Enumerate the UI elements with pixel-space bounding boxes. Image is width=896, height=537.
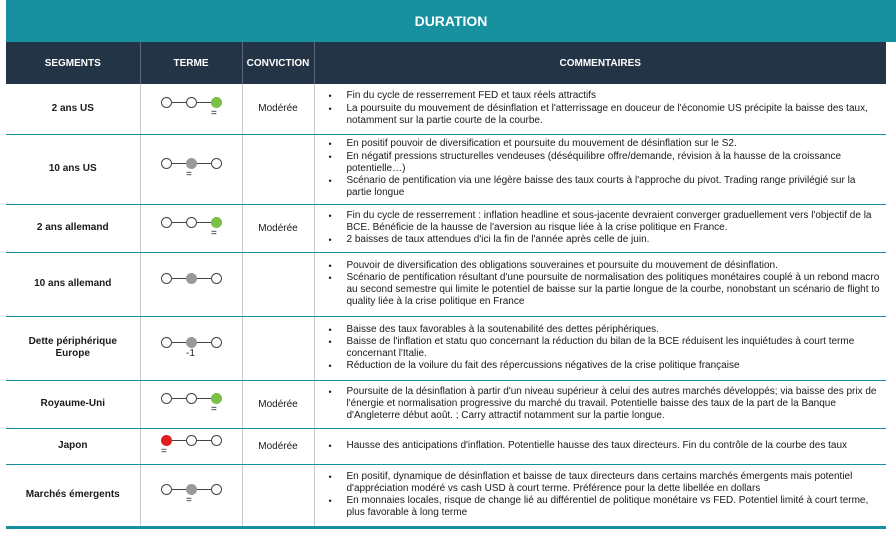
comments-cell — [314, 464, 886, 526]
comment-item: • En positif, dynamique de désinflation et baisse de taux directeurs dans certains marchés émergents mais potentiel d'appréciation modéré vs cash USD à court terme. Préférence pour la dette libellée en dollars — [347, 471, 883, 495]
segment-name: Marchés émergents — [6, 464, 140, 526]
comment-item: • La poursuite du mouvement de désinflation et l'atterrissage en douceur de l'économie US précipite la baisse des taux, notamment sur la partie courte de la courbe. — [347, 103, 883, 127]
table-row — [6, 204, 886, 252]
header-commentaires: COMMENTAIRES — [314, 42, 886, 84]
table-row — [6, 316, 886, 380]
conviction-value: Modérée — [242, 428, 314, 464]
segment-name: Japon — [6, 428, 140, 464]
term-dot-icon — [211, 435, 222, 446]
term-scale — [159, 481, 223, 507]
term-scale — [159, 155, 223, 181]
term-dot-icon — [211, 273, 222, 284]
table-row — [6, 428, 886, 464]
comment-item: • En monnaies locales, risque de change lié au différentiel de politique monétaire vs FED. Potentiel limité à court terme, plus favorable à long terme — [347, 495, 883, 519]
term-dot-icon — [161, 217, 172, 228]
term-scale — [159, 432, 223, 458]
header-segments: SEGMENTS — [6, 42, 140, 84]
comment-item: • Pouvoir de diversification des obligations souveraines et poursuite du mouvement de désinflation. — [347, 260, 883, 272]
comment-item: • En négatif pressions structurelles vendeuses (déséquilibre offre/demande, révision à la hausse de la croissance potentielle…) — [347, 151, 883, 175]
conviction-value: Modérée — [242, 380, 314, 428]
comments-list — [321, 90, 883, 127]
comment-item: • Fin du cycle de resserrement FED et taux réels attractifs — [347, 90, 883, 102]
comment-item: • Hausse des anticipations d'inflation. Potentielle hausse des taux directeurs. Fin du contrôle de la courbe des taux — [347, 440, 883, 452]
header-terme: TERME — [140, 42, 242, 84]
term-scale — [159, 94, 223, 120]
segment-name: 2 ans US — [6, 84, 140, 134]
header-conviction: CONVICTION — [242, 42, 314, 84]
table-row — [6, 252, 886, 316]
comments-list — [321, 324, 883, 373]
term-dot-icon — [161, 97, 172, 108]
comments-cell — [314, 204, 886, 252]
term-dot-icon — [161, 337, 172, 348]
term-indicator-cell — [140, 134, 242, 204]
comment-item: • Scénario de pentification via une légère baisse des taux courts à l'approche du pivot. Trading range privilégié sur la partie longue — [347, 175, 883, 199]
comments-cell — [314, 428, 886, 464]
table-header-row — [6, 42, 886, 84]
comments-list — [321, 138, 883, 199]
comments-list — [321, 440, 883, 452]
conviction-value — [242, 464, 314, 526]
conviction-value: Modérée — [242, 84, 314, 134]
term-indicator-cell — [140, 464, 242, 526]
term-indicator-cell — [140, 316, 242, 380]
segment-name: 2 ans allemand — [6, 204, 140, 252]
comments-cell — [314, 134, 886, 204]
term-dot-icon — [161, 484, 172, 495]
comment-item: • Réduction de la voilure du fait des répercussions négatives de la crise politique française — [347, 360, 883, 372]
term-indicator-cell — [140, 204, 242, 252]
comment-item: • Poursuite de la désinflation à partir d'un niveau supérieur à celui des autres marchés développés; via baisse des prix de l'énergie et normalisation progressive du marché du travail. Potentielle baisse des taux de la part de la Banque d'Angleterre début août. ; Carry attractif notamment sur la partie longue. — [347, 386, 883, 423]
comment-item: • Baisse des taux favorables à la soutenabilité des dettes périphériques. — [347, 324, 883, 336]
segment-name: 10 ans US — [6, 134, 140, 204]
term-dot-icon — [211, 158, 222, 169]
table-row — [6, 134, 886, 204]
conviction-value — [242, 252, 314, 316]
term-scale — [159, 390, 223, 416]
panel-title: DURATION — [6, 0, 896, 42]
term-dot-icon — [186, 97, 197, 108]
comment-item: • Fin du cycle de resserrement : inflation headline et sous-jacente devraient converger graduellement vers l'objectif de la BCE. Bénéficie de la hausse de l'aversion au risque liée à la crise politique en France. — [347, 210, 883, 234]
term-change-symbol: = — [211, 403, 217, 415]
bottom-rule — [6, 527, 886, 529]
comments-list — [321, 386, 883, 423]
term-change-symbol: = — [186, 168, 192, 180]
conviction-value — [242, 134, 314, 204]
term-dot-icon — [211, 337, 222, 348]
segment-name: Royaume-Uni — [6, 380, 140, 428]
duration-table — [6, 42, 886, 527]
term-scale — [159, 334, 223, 360]
term-dot-active-icon — [186, 158, 197, 169]
comments-list — [321, 260, 883, 309]
duration-panel — [6, 0, 896, 529]
comment-item: • 2 baisses de taux attendues d'ici la fin de l'année après celle de juin. — [347, 234, 883, 246]
table-row — [6, 464, 886, 526]
comments-cell — [314, 380, 886, 428]
comment-item: • En positif pouvoir de diversification et poursuite du mouvement de désinflation sur le S2. — [347, 138, 883, 150]
term-dot-icon — [186, 393, 197, 404]
term-dot-active-icon — [211, 393, 222, 404]
term-change-symbol: = — [161, 445, 167, 457]
term-dot-icon — [161, 273, 172, 284]
term-scale — [159, 270, 223, 296]
term-indicator-cell — [140, 428, 242, 464]
conviction-value — [242, 316, 314, 380]
term-dot-active-icon — [161, 435, 172, 446]
comments-list — [321, 471, 883, 520]
term-change-symbol: -1 — [186, 347, 195, 359]
term-change-symbol: = — [211, 108, 217, 120]
term-dot-icon — [186, 435, 197, 446]
conviction-value: Modérée — [242, 204, 314, 252]
table-row — [6, 380, 886, 428]
comments-list — [321, 210, 883, 247]
table-row — [6, 84, 886, 134]
comments-cell — [314, 252, 886, 316]
comments-cell — [314, 84, 886, 134]
term-dot-active-icon — [186, 337, 197, 348]
comment-item: • Baisse de l'inflation et statu quo concernant la réduction du bilan de la BCE réduisent les inquiétudes à court terme concernant l'Italie. — [347, 336, 883, 360]
term-dot-active-icon — [211, 97, 222, 108]
comments-cell — [314, 316, 886, 380]
term-dot-icon — [186, 217, 197, 228]
term-dot-active-icon — [186, 273, 197, 284]
term-dot-active-icon — [186, 484, 197, 495]
term-indicator-cell — [140, 380, 242, 428]
term-dot-active-icon — [211, 217, 222, 228]
term-indicator-cell — [140, 252, 242, 316]
term-indicator-cell — [140, 84, 242, 134]
segment-name: Dette périphérique Europe — [6, 316, 140, 380]
term-dot-icon — [161, 158, 172, 169]
term-dot-icon — [211, 484, 222, 495]
term-dot-icon — [161, 393, 172, 404]
segment-name: 10 ans allemand — [6, 252, 140, 316]
term-change-symbol: = — [186, 494, 192, 506]
term-scale — [159, 214, 223, 240]
term-change-symbol: = — [211, 227, 217, 239]
comment-item: • Scénario de pentification résultant d'une poursuite de normalisation des politiques monétaires couplé à un rebond macro au second semestre qui limite le potentiel de baisse sur la partie longue de la courbe, nonobstant un scénario de flight to quality liée à la crise politique en France — [347, 272, 883, 309]
